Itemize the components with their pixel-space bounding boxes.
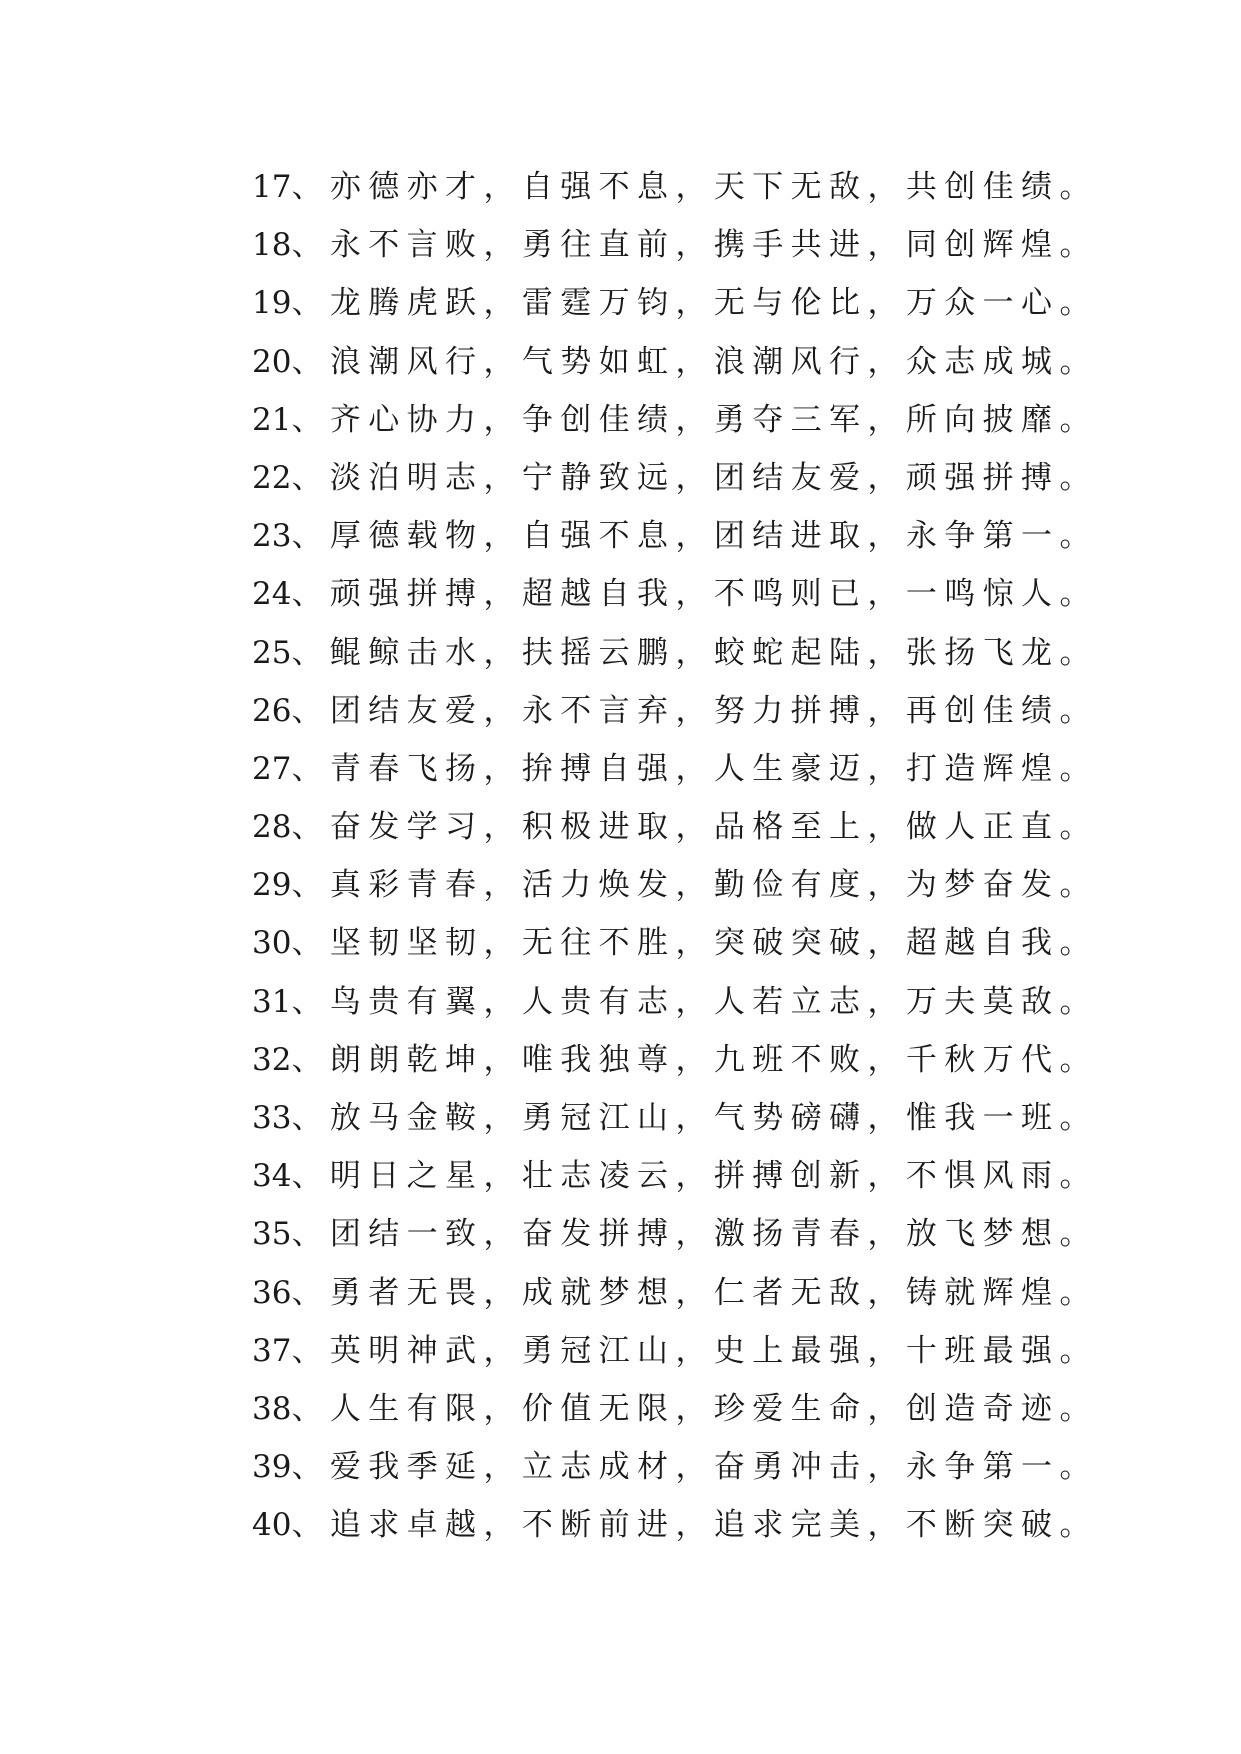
slogan-text: 、顽强拼搏，超越自我，不鸣则已，一鸣惊人。	[291, 576, 1098, 613]
slogan-text: 、青春飞扬，拚搏自强，人生豪迈，打造辉煌。	[291, 750, 1098, 787]
slogan-text: 、厚德载物，自强不息，团结进取，永争第一。	[291, 518, 1098, 555]
slogan-text: 、真彩青春，活力焕发，勤俭有度，为梦奋发。	[291, 867, 1098, 904]
slogan-line-35	[252, 1205, 1098, 1263]
slogan-line-37	[252, 1322, 1098, 1380]
slogan-number: 35	[252, 1216, 292, 1253]
slogan-number: 24	[252, 576, 292, 613]
slogan-line-27	[252, 740, 1098, 798]
slogan-number: 22	[252, 459, 292, 496]
slogan-number: 40	[252, 1507, 292, 1544]
slogan-text: 、龙腾虎跃，雷霆万钧，无与伦比，万众一心。	[291, 285, 1098, 322]
slogan-line-34	[252, 1147, 1098, 1205]
slogan-number: 32	[252, 1041, 292, 1078]
slogan-text: 、明日之星，壮志凌云，拼搏创新，不惧风雨。	[291, 1158, 1098, 1195]
slogan-number: 27	[252, 750, 292, 787]
slogan-number: 28	[252, 809, 292, 846]
slogan-number: 17	[252, 169, 292, 205]
slogan-line-29	[252, 856, 1098, 914]
slogan-number: 33	[252, 1100, 292, 1136]
slogan-line-26	[252, 682, 1098, 740]
slogan-line-28	[252, 798, 1098, 856]
slogan-text: 、鸟贵有翼，人贵有志，人若立志，万夫莫敌。	[291, 983, 1098, 1020]
slogan-text: 、追求卓越，不断前进，追求完美，不断突破。	[291, 1507, 1098, 1544]
slogan-number: 20	[252, 343, 292, 380]
slogan-text: 、鲲鲸击水，扶摇云鹏，蛟蛇起陆，张扬飞龙。	[291, 634, 1098, 671]
slogan-number: 37	[252, 1332, 292, 1369]
slogan-line-25	[252, 624, 1098, 682]
slogan-text: 、淡泊明志，宁静致远，团结友爱，顽强拼搏。	[291, 459, 1098, 496]
slogan-text: 、放马金鞍，勇冠江山，气势磅礴，惟我一班。	[291, 1100, 1098, 1136]
slogan-line-17	[252, 158, 1098, 216]
slogan-number: 21	[252, 401, 292, 438]
slogan-text: 、英明神武，勇冠江山，史上最强，十班最强。	[291, 1332, 1098, 1369]
slogan-number: 31	[252, 983, 292, 1020]
slogan-number: 18	[252, 227, 292, 264]
slogan-line-40	[252, 1496, 1098, 1554]
slogan-number: 26	[252, 692, 292, 729]
slogan-line-30	[252, 914, 1098, 972]
slogan-line-18	[252, 216, 1098, 274]
slogan-text: 、坚韧坚韧，无往不胜，突破突破，超越自我。	[291, 925, 1098, 962]
slogan-text: 、永不言败，勇往直前，携手共进，同创辉煌。	[291, 227, 1098, 264]
slogan-line-39	[252, 1438, 1098, 1496]
slogan-line-32	[252, 1031, 1098, 1089]
slogan-number: 36	[252, 1274, 292, 1311]
slogan-line-33	[252, 1089, 1098, 1147]
slogan-line-20	[252, 333, 1098, 391]
slogan-number: 29	[252, 867, 292, 904]
slogan-number: 30	[252, 925, 292, 962]
slogan-number: 25	[252, 634, 292, 671]
slogan-line-31	[252, 973, 1098, 1031]
slogan-number: 23	[252, 518, 292, 555]
slogan-number: 19	[252, 285, 292, 322]
slogan-text: 、齐心协力，争创佳绩，勇夺三军，所向披靡。	[291, 401, 1098, 438]
slogan-text: 、奋发学习，积极进取，品格至上，做人正直。	[291, 809, 1098, 846]
slogan-text: 、爱我季延，立志成材，奋勇冲击，永争第一。	[291, 1449, 1098, 1486]
slogan-line-24	[252, 565, 1098, 623]
slogan-number: 39	[252, 1449, 292, 1486]
slogan-text: 、亦德亦才，自强不息，天下无敌，共创佳绩。	[291, 169, 1098, 205]
slogan-text: 、朗朗乾坤，唯我独尊，九班不败，千秋万代。	[291, 1041, 1098, 1078]
slogan-number: 38	[252, 1390, 292, 1427]
slogan-number: 34	[252, 1158, 292, 1195]
slogan-line-36	[252, 1264, 1098, 1322]
slogan-line-19	[252, 274, 1098, 332]
slogan-list	[252, 158, 1098, 1555]
slogan-text: 、人生有限，价值无限，珍爱生命，创造奇迹。	[291, 1390, 1098, 1427]
slogan-line-21	[252, 391, 1098, 449]
slogan-text: 、团结一致，奋发拼搏，激扬青春，放飞梦想。	[291, 1216, 1098, 1253]
slogan-text: 、团结友爱，永不言弃，努力拼搏，再创佳绩。	[291, 692, 1098, 729]
slogan-text: 、浪潮风行，气势如虹，浪潮风行，众志成城。	[291, 343, 1098, 380]
slogan-text: 、勇者无畏，成就梦想，仁者无敌，铸就辉煌。	[291, 1274, 1098, 1311]
slogan-line-22	[252, 449, 1098, 507]
slogan-line-38	[252, 1380, 1098, 1438]
slogan-line-23	[252, 507, 1098, 565]
